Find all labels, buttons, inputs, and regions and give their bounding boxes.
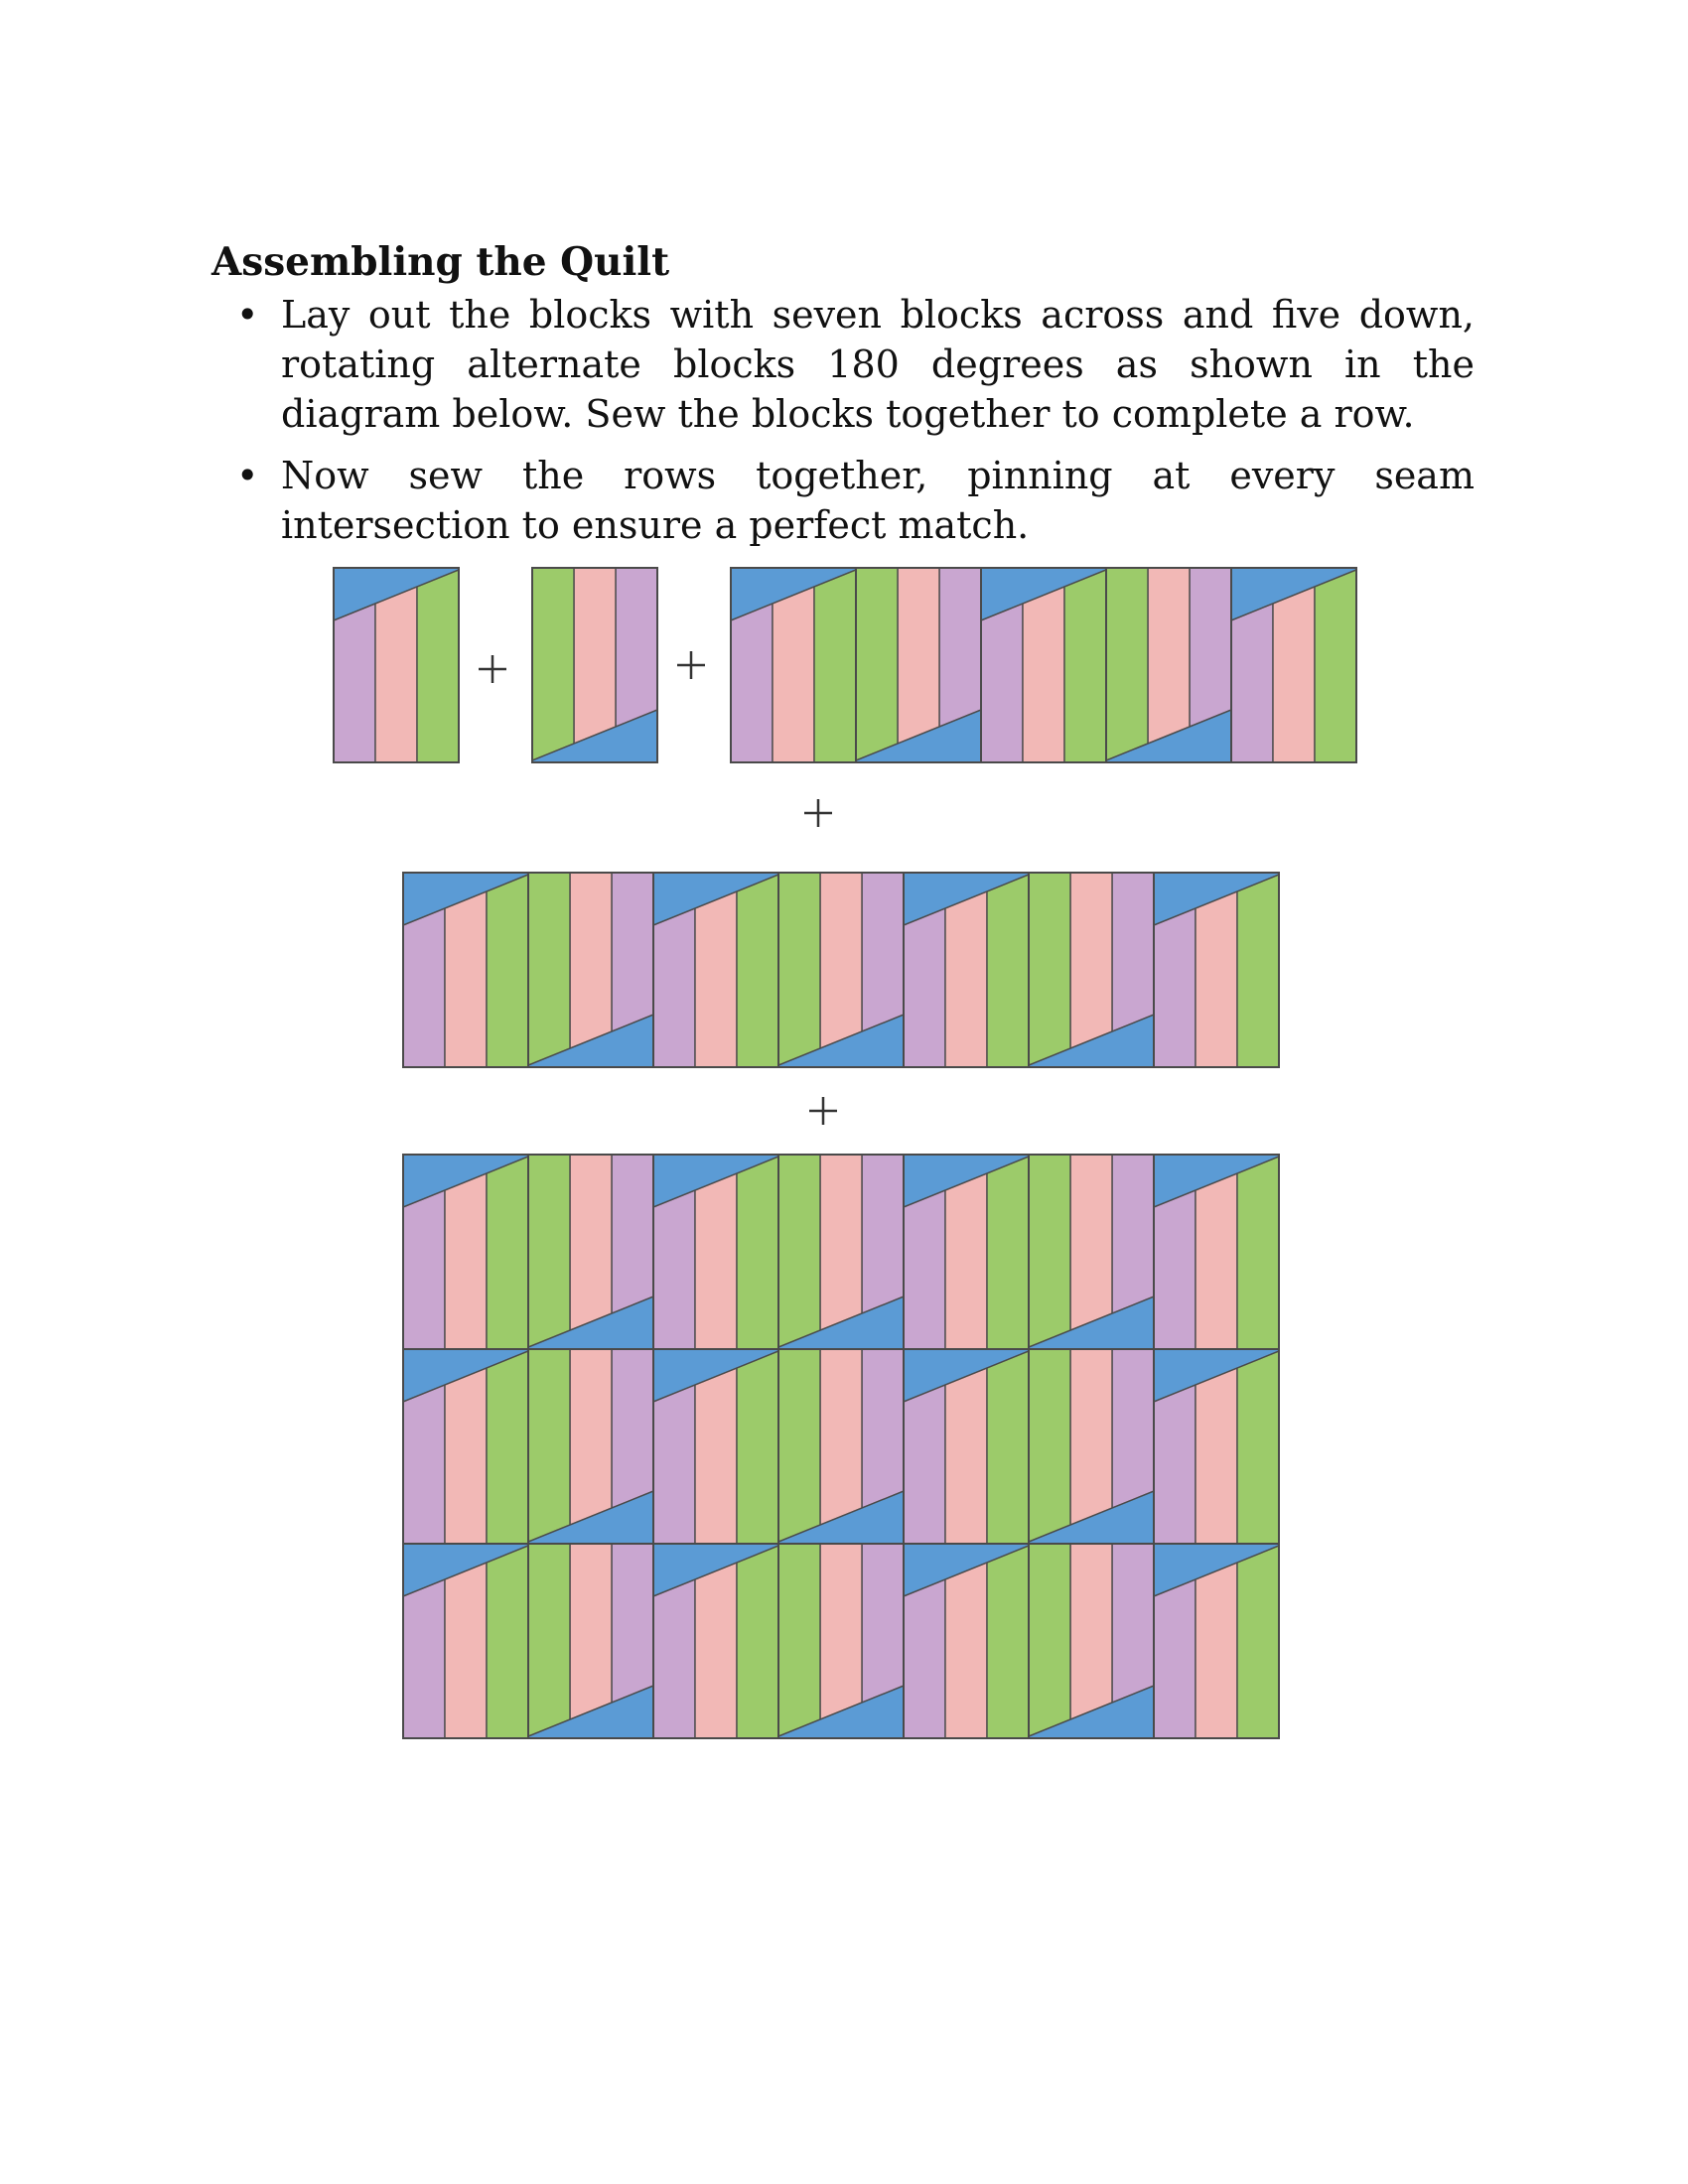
plus-sign-icon	[677, 651, 705, 679]
bullet-icon: •	[236, 293, 259, 337]
fabric-strip	[856, 568, 898, 760]
fabric-strip	[731, 604, 773, 762]
fabric-strip	[1070, 1544, 1112, 1719]
fabric-strip	[981, 604, 1023, 762]
fabric-strip	[1112, 1544, 1154, 1703]
fabric-strip	[1231, 604, 1273, 762]
quilt-block	[1154, 1544, 1279, 1738]
fabric-strip	[1023, 587, 1064, 762]
fabric-strip	[945, 1173, 987, 1349]
fabric-strip	[945, 1368, 987, 1544]
fabric-strip	[778, 1155, 820, 1347]
fabric-strip	[862, 1349, 904, 1508]
fabric-strip	[820, 873, 862, 1048]
fabric-strip	[487, 1546, 528, 1738]
fabric-strip	[1070, 1349, 1112, 1525]
fabric-strip	[904, 1579, 945, 1738]
fabric-strip	[1070, 873, 1112, 1048]
quilt-block	[334, 568, 459, 762]
fabric-strip	[862, 873, 904, 1031]
fabric-strip	[814, 570, 856, 762]
plus-sign-icon	[804, 799, 832, 827]
quilt-block	[653, 1155, 778, 1349]
quilt-block	[1154, 873, 1279, 1067]
fabric-strip	[1196, 891, 1237, 1067]
fabric-strip	[1064, 570, 1106, 762]
fabric-strip	[1154, 908, 1196, 1067]
quilt-block	[731, 568, 856, 762]
fabric-strip	[570, 1349, 612, 1525]
fabric-strip	[612, 1155, 653, 1313]
quilt-block	[403, 1349, 528, 1544]
fabric-strip	[820, 1544, 862, 1719]
fabric-strip	[653, 1385, 695, 1544]
fabric-strip	[862, 1544, 904, 1703]
plus-sign-icon	[809, 1097, 837, 1125]
quilt-block-rotated	[778, 1544, 904, 1738]
fabric-strip	[487, 1351, 528, 1544]
fabric-strip	[904, 908, 945, 1067]
fabric-strip	[737, 1157, 778, 1349]
fabric-strip	[570, 1544, 612, 1719]
fabric-strip	[1112, 1155, 1154, 1313]
section-heading: Assembling the Quilt	[211, 239, 670, 285]
fabric-strip	[898, 568, 939, 744]
fabric-strip	[403, 1579, 445, 1738]
quilt-block-rotated	[1029, 1544, 1154, 1738]
fabric-strip	[737, 1546, 778, 1738]
fabric-strip	[1154, 1385, 1196, 1544]
plus-sign-icon	[479, 655, 506, 683]
quilt-block-rotated	[856, 568, 981, 762]
fabric-strip	[653, 1579, 695, 1738]
quilt-block-rotated	[1029, 1155, 1154, 1349]
fabric-strip	[528, 873, 570, 1065]
fabric-strip	[1196, 1368, 1237, 1544]
quilt-block	[904, 1349, 1029, 1544]
fabric-strip	[1112, 873, 1154, 1031]
fabric-strip	[487, 1157, 528, 1349]
fabric-strip	[1237, 875, 1279, 1067]
fabric-strip	[695, 891, 737, 1067]
fabric-strip	[1029, 1544, 1070, 1736]
fabric-strip	[612, 873, 653, 1031]
fabric-strip	[1148, 568, 1190, 744]
fabric-strip	[773, 587, 814, 762]
bullet-icon: •	[236, 454, 259, 497]
fabric-strip	[1196, 1563, 1237, 1738]
fabric-strip	[417, 570, 459, 762]
fabric-strip	[334, 604, 375, 762]
fabric-strip	[1273, 587, 1315, 762]
quilt-block-rotated	[532, 568, 657, 762]
instruction-text: Now sew the rows together, pinning at every seam intersection to ensure a perfect match.	[281, 454, 1475, 547]
fabric-strip	[1237, 1546, 1279, 1738]
quilt-block	[904, 1155, 1029, 1349]
fabric-strip	[1029, 1155, 1070, 1347]
fabric-strip	[445, 1173, 487, 1349]
fabric-strip	[1112, 1349, 1154, 1508]
fabric-strip	[528, 1349, 570, 1542]
fabric-strip	[1154, 1190, 1196, 1349]
quilt-block-rotated	[778, 1349, 904, 1544]
fabric-strip	[1315, 570, 1356, 762]
quilt-block	[1231, 568, 1356, 762]
quilt-block	[904, 1544, 1029, 1738]
fabric-strip	[574, 568, 616, 744]
fabric-strip	[403, 1385, 445, 1544]
fabric-strip	[695, 1173, 737, 1349]
fabric-strip	[1196, 1173, 1237, 1349]
fabric-strip	[616, 568, 657, 727]
fabric-strip	[945, 891, 987, 1067]
fabric-strip	[528, 1544, 570, 1736]
quilt-block	[403, 873, 528, 1067]
fabric-strip	[945, 1563, 987, 1738]
quilt-block-rotated	[528, 1155, 653, 1349]
fabric-strip	[778, 1349, 820, 1542]
fabric-strip	[532, 568, 574, 760]
fabric-strip	[1029, 873, 1070, 1065]
quilt-block-rotated	[528, 1544, 653, 1738]
fabric-strip	[487, 875, 528, 1067]
fabric-strip	[445, 891, 487, 1067]
fabric-strip	[1106, 568, 1148, 760]
quilt-block	[653, 1544, 778, 1738]
fabric-strip	[987, 875, 1029, 1067]
fabric-strip	[904, 1190, 945, 1349]
fabric-strip	[375, 587, 417, 762]
fabric-strip	[403, 1190, 445, 1349]
quilt-block	[981, 568, 1106, 762]
quilt-block	[403, 1155, 528, 1349]
fabric-strip	[778, 873, 820, 1065]
quilt-block	[653, 1349, 778, 1544]
fabric-strip	[1190, 568, 1231, 727]
fabric-strip	[987, 1351, 1029, 1544]
fabric-strip	[653, 908, 695, 1067]
fabric-strip	[653, 1190, 695, 1349]
fabric-strip	[939, 568, 981, 727]
quilt-block-rotated	[778, 873, 904, 1067]
quilt-block-rotated	[1106, 568, 1231, 762]
quilt-block	[1154, 1155, 1279, 1349]
fabric-strip	[695, 1368, 737, 1544]
quilt-block-rotated	[1029, 873, 1154, 1067]
fabric-strip	[904, 1385, 945, 1544]
fabric-strip	[778, 1544, 820, 1736]
fabric-strip	[820, 1155, 862, 1330]
fabric-strip	[570, 873, 612, 1048]
fabric-strip	[1070, 1155, 1112, 1330]
quilt-block-rotated	[1029, 1349, 1154, 1544]
fabric-strip	[820, 1349, 862, 1525]
fabric-strip	[1237, 1157, 1279, 1349]
fabric-strip	[737, 875, 778, 1067]
instruction-text: Lay out the blocks with seven blocks across and five down, rotating alternate blocks 180 degrees as shown in the diagram below. Sew the blocks together to complete a row.	[281, 293, 1475, 436]
fabric-strip	[403, 908, 445, 1067]
fabric-strip	[987, 1157, 1029, 1349]
quilt-block	[1154, 1349, 1279, 1544]
fabric-strip	[528, 1155, 570, 1347]
fabric-strip	[862, 1155, 904, 1313]
fabric-strip	[1154, 1579, 1196, 1738]
fabric-strip	[612, 1544, 653, 1703]
quilt-block-rotated	[778, 1155, 904, 1349]
fabric-strip	[1029, 1349, 1070, 1542]
fabric-strip	[570, 1155, 612, 1330]
fabric-strip	[445, 1563, 487, 1738]
fabric-strip	[695, 1563, 737, 1738]
quilt-block	[904, 873, 1029, 1067]
quilt-block-rotated	[528, 1349, 653, 1544]
fabric-strip	[1237, 1351, 1279, 1544]
quilt-block-rotated	[528, 873, 653, 1067]
fabric-strip	[987, 1546, 1029, 1738]
fabric-strip	[445, 1368, 487, 1544]
fabric-strip	[612, 1349, 653, 1508]
quilt-block	[403, 1544, 528, 1738]
fabric-strip	[737, 1351, 778, 1544]
quilt-block	[653, 873, 778, 1067]
